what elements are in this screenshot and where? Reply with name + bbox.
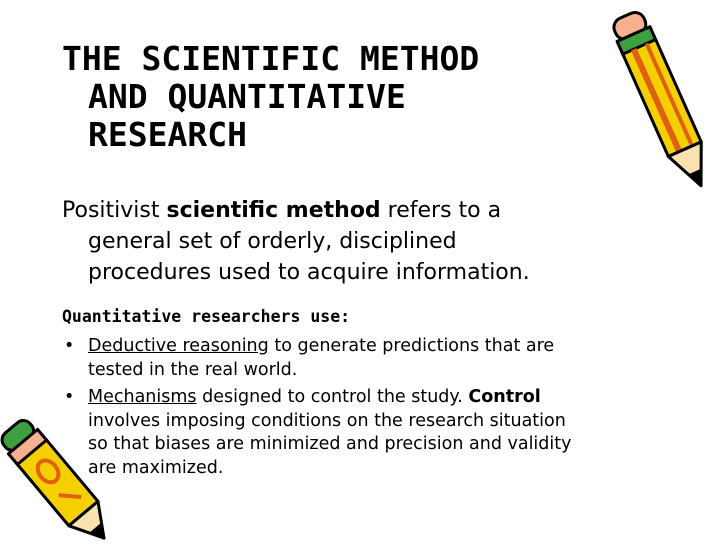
bullet-line [88,335,662,359]
bullet-line [88,386,662,410]
bullet-text: designed to control the study. [196,387,469,407]
bullet-line: so that biases are minimized and precision and validity [88,434,572,454]
bullet-item [62,335,662,382]
bullet-text: to generate predictions that are [268,336,555,356]
intro-tail: refers to a [380,198,502,223]
underlined-term: Deductive reasoning [88,336,269,356]
intro-line: general set of orderly, disciplined [88,229,457,254]
bullet-marker: • [64,387,75,407]
intro-line: procedures used to acquire information. [88,260,530,285]
bullet-item [62,386,662,480]
title-line: RESEARCH [88,115,247,154]
intro-line [62,195,642,226]
bullet-marker: • [64,336,75,356]
title-line: AND QUANTITATIVE [88,77,406,116]
underlined-term: Mechanisms [88,387,197,407]
pencil-icon [0,405,130,546]
intro-lead: Positivist [62,198,167,223]
slide-title [62,40,622,154]
bullet-line: are maximized. [88,457,224,478]
bullet-list [62,335,662,484]
intro-bold-term: scientific method [166,198,381,223]
section-heading: Quantitative researchers use: [62,307,351,326]
title-line: THE SCIENTIFIC METHOD [62,39,480,78]
pencil-icon [596,0,728,200]
intro-paragraph [62,195,642,288]
bold-term: Control [468,387,541,407]
bullet-line: tested in the real world. [88,359,298,380]
bullet-line: involves imposing conditions on the research situation [88,410,566,431]
